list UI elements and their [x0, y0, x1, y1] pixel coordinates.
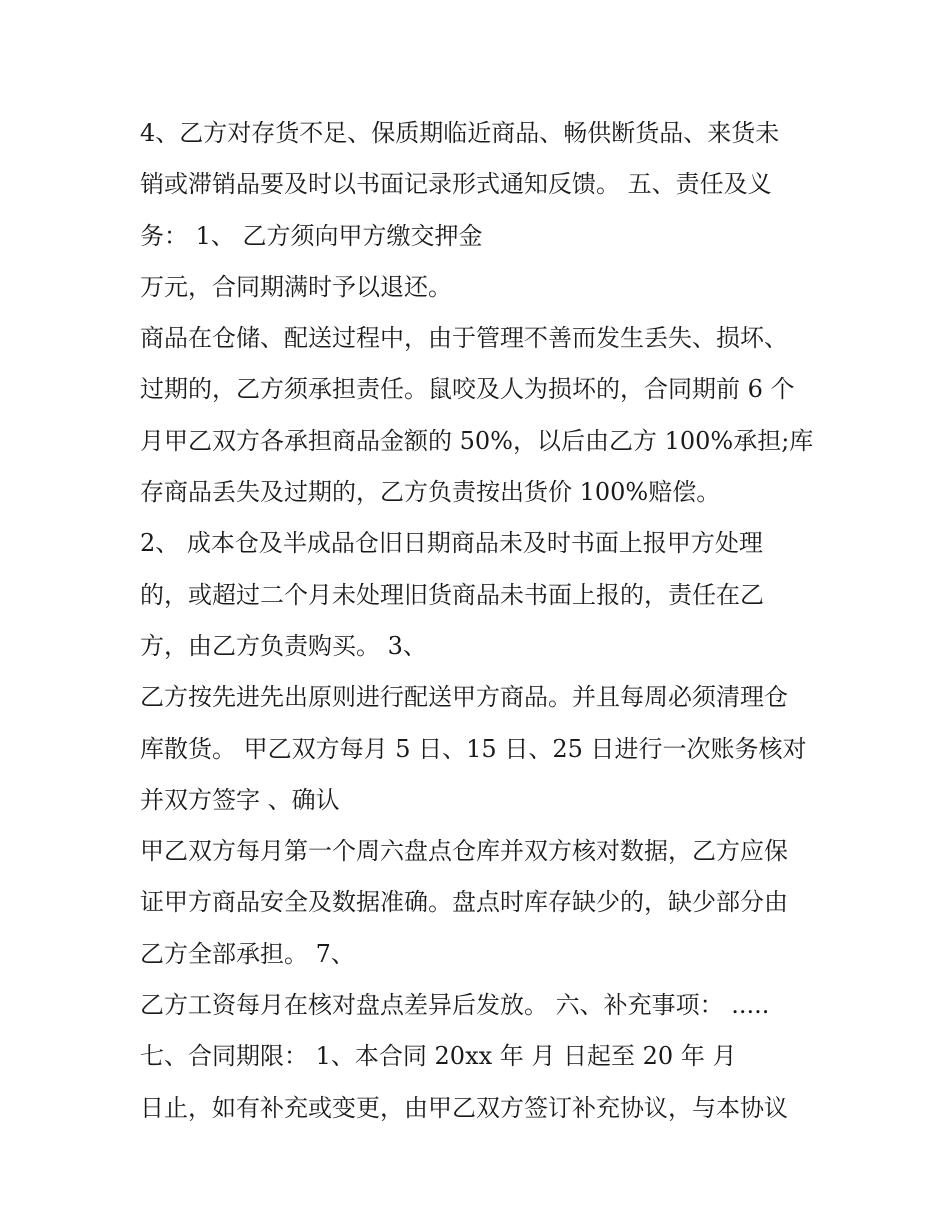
text-line: 2、 成本仓及半成品仓旧日期商品未及时书面上报甲方处理: [140, 529, 763, 558]
text-line: 甲乙双方每月第一个周六盘点仓库并双方核对数据，乙方应保: [140, 837, 788, 866]
text-line: 销或滞销品要及时以书面记录形式通知反馈。 五、责任及义: [140, 170, 772, 199]
text-line: 的，或超过二个月未处理旧货商品未书面上报的，责任在乙: [140, 580, 764, 609]
text-line: 并双方签字 、确认: [140, 785, 340, 814]
text-line: 方，由乙方负责购买。 3、: [140, 631, 427, 660]
text-line: 存商品丢失及过期的，乙方负责按出货价 100%赔偿。: [140, 478, 721, 507]
text-line: 4、乙方对存货不足、保质期临近商品、畅供断货品、来货未: [140, 119, 780, 147]
text-line: 过期的，乙方须承担责任。鼠咬及人为损坏的，合同期前 6 个: [140, 375, 795, 404]
text-line: 月甲乙双方各承担商品金额的 50%，以后由乙方 100%承担;库: [140, 426, 814, 455]
text-line: 库散货。 甲乙双方每月 5 日、15 日、25 日进行一次账务核对: [140, 734, 807, 763]
text-line: 务： 1、 乙方须向甲方缴交押金: [140, 221, 483, 250]
text-line: 乙方按先进先出原则进行配送甲方商品。并且每周必须清理仓: [140, 683, 788, 712]
text-line: 证甲方商品安全及数据准确。盘点时库存缺少的，缺少部分由: [140, 888, 788, 917]
text-line: 七、合同期限： 1、本合同 20xx 年 月 日起至 20 年 月: [140, 1042, 737, 1071]
text-line: 乙方全部承担。 7、: [140, 939, 355, 968]
text-line: 日止，如有补充或变更，由甲乙双方签订补充协议，与本协议: [140, 1093, 788, 1122]
text-line: 商品在仓储、配送过程中，由于管理不善而发生丢失、损坏、: [140, 324, 788, 353]
contract-text: [140, 108, 830, 1134]
text-line: 乙方工资每月在核对盘点差异后发放。 六、补充事项： .....: [140, 991, 770, 1020]
text-line: 万元，合同期满时予以退还。: [140, 272, 452, 301]
